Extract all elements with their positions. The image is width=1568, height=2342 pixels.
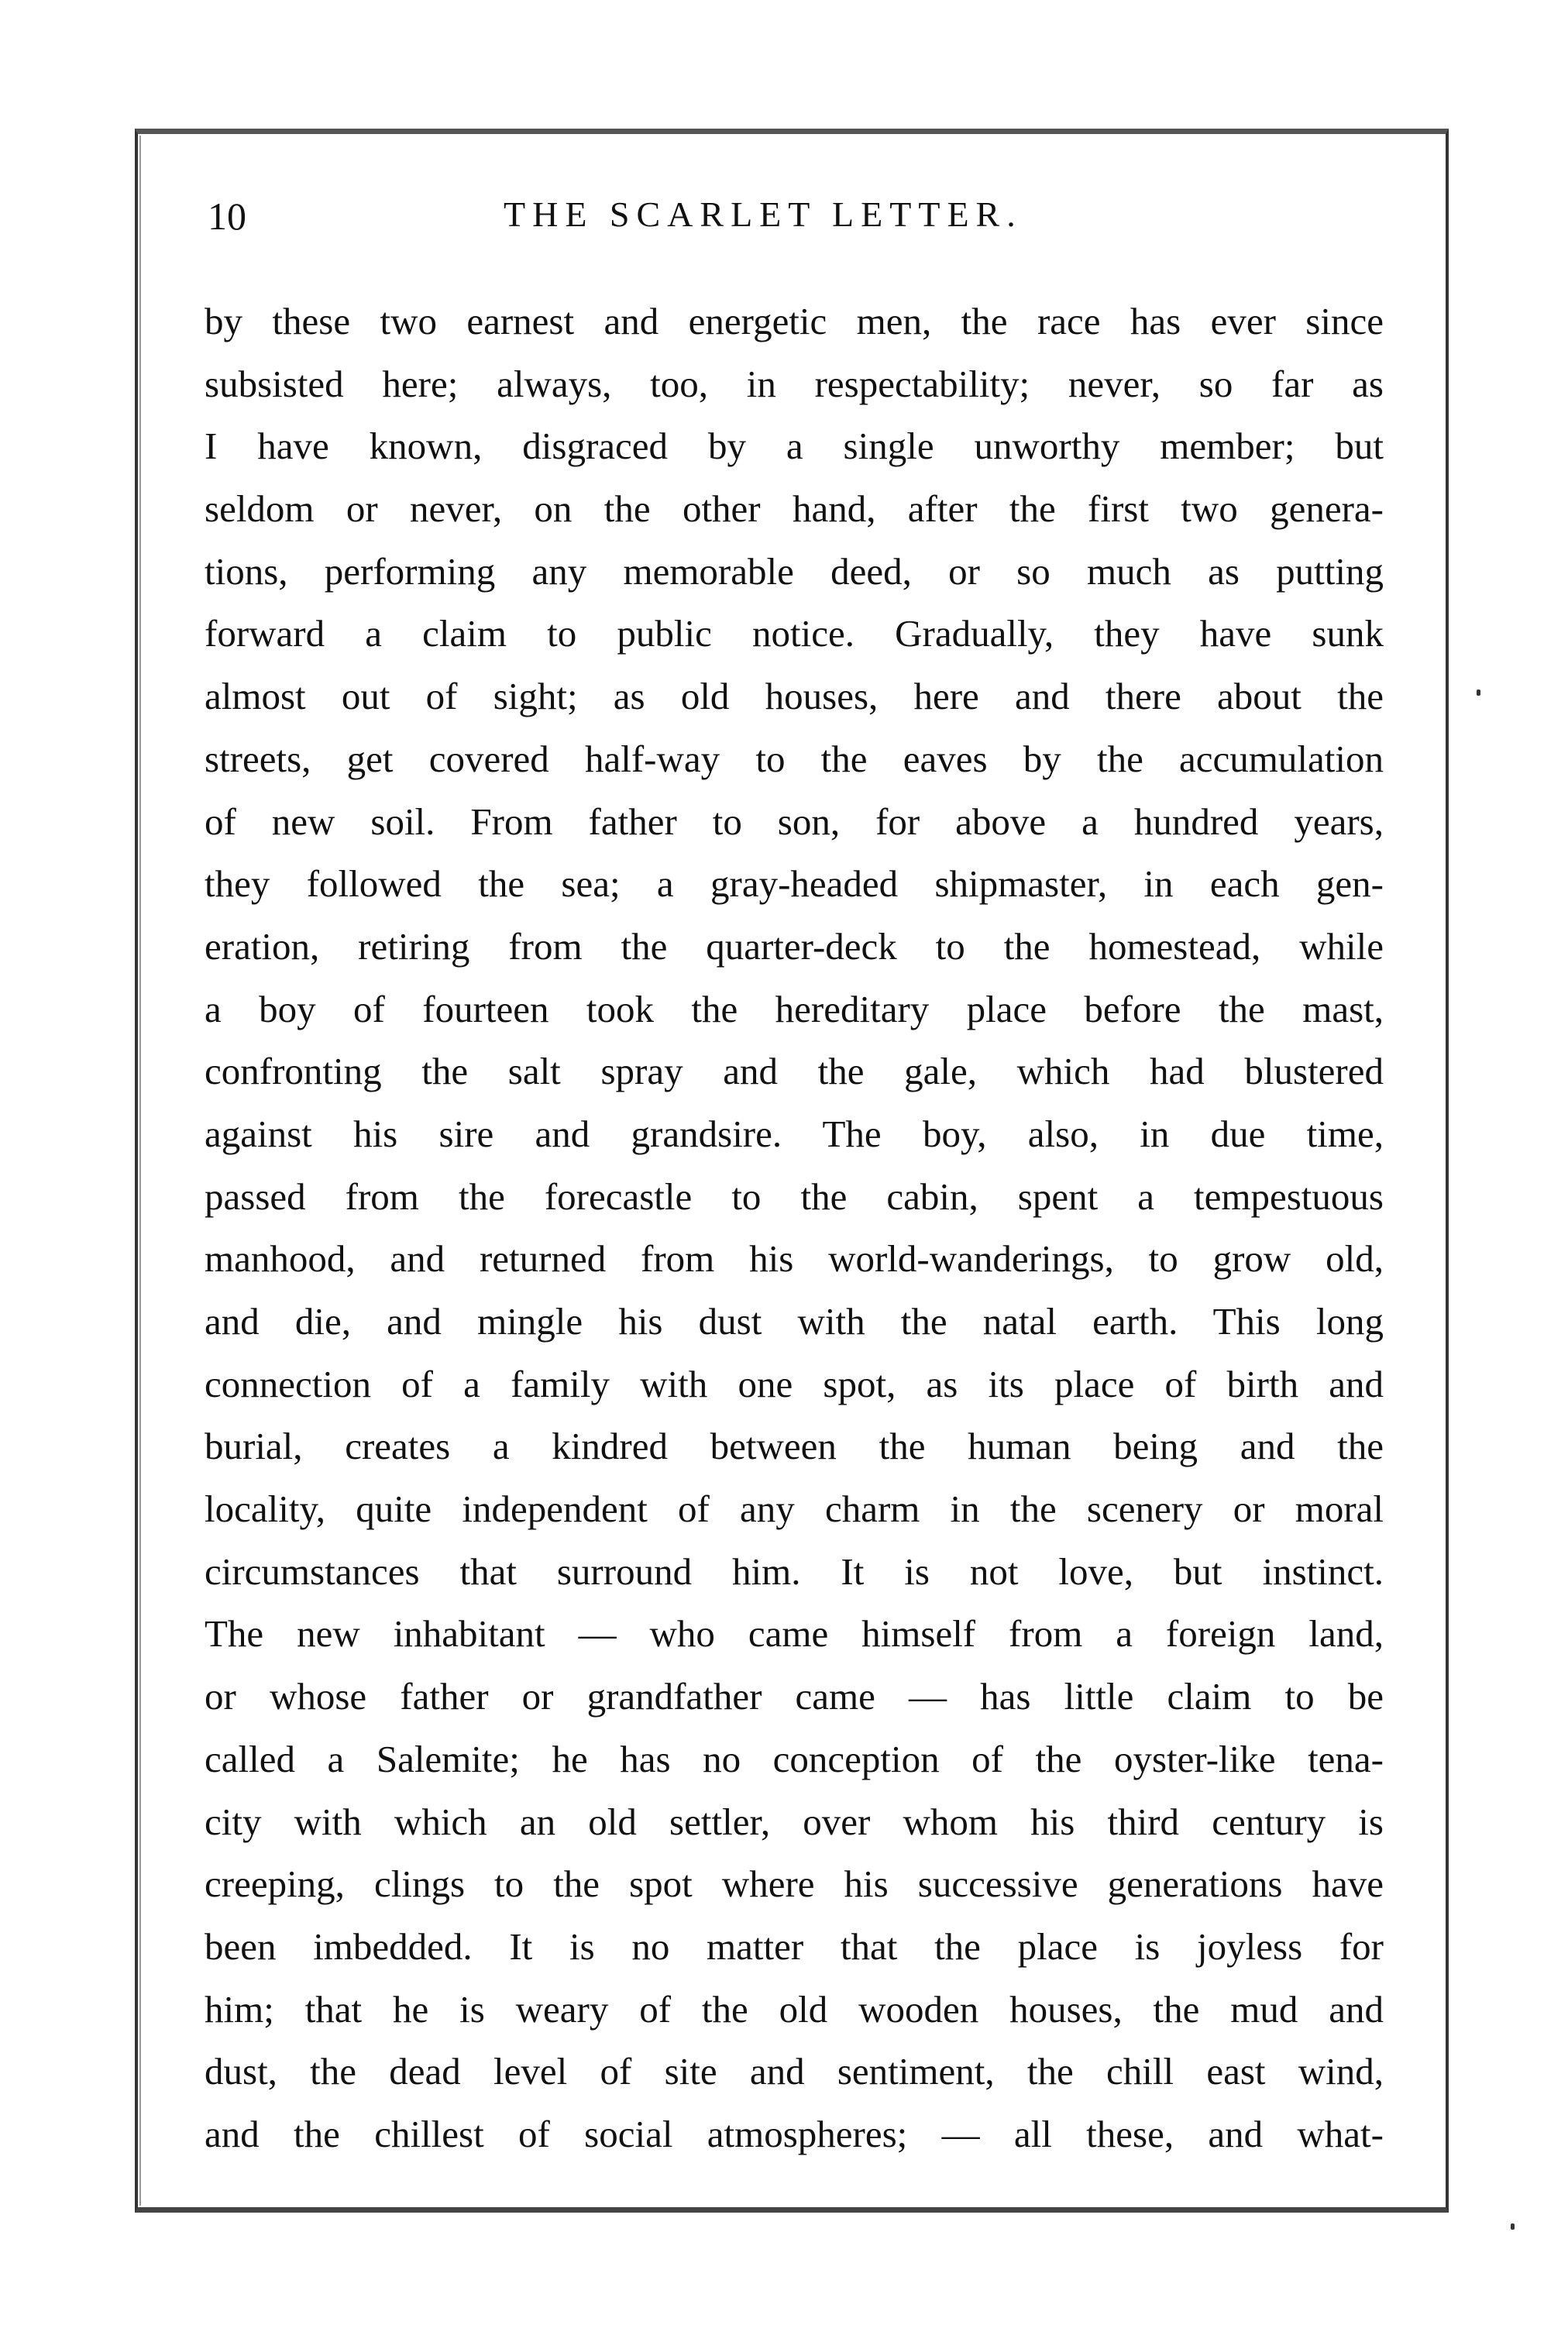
scan-speck: [1511, 2223, 1515, 2230]
text-line: a boy of fourteen took the hereditary place before the mast,: [205, 987, 1384, 1030]
text-line: called a Salemite; he has no conception of the oyster-like tena-: [205, 1737, 1384, 1780]
text-line: and die, and mingle his dust with the natal earth. This long: [205, 1300, 1384, 1343]
text-line: passed from the forecastle to the cabin, spent a tempestuous: [205, 1174, 1384, 1218]
text-line: eration, retiring from the quarter-deck to the homestead, while: [205, 924, 1384, 968]
text-line: dust, the dead level of site and sentiment, the chill east wind,: [205, 2050, 1384, 2093]
text-line: almost out of sight; as old houses, here and there about the: [205, 675, 1384, 718]
text-line: or whose father or grandfather came — has little claim to be: [205, 1675, 1384, 1718]
text-line: circumstances that surround him. It is not love, but instinct.: [205, 1549, 1384, 1593]
scan-speck: [1477, 690, 1480, 696]
text-line: connection of a family with one spot, as its place of birth and: [205, 1362, 1384, 1405]
text-line: against his sire and grandsire. The boy, also, in due time,: [205, 1112, 1384, 1155]
text-line: The new inhabitant — who came himself from a foreign land,: [205, 1612, 1384, 1656]
text-line: burial, creates a kindred between the human being and the: [205, 1425, 1384, 1468]
text-line: and the chillest of social atmospheres; — all these, and what-: [205, 2112, 1384, 2155]
text-line: they followed the sea; a gray-headed shipmaster, in each gen-: [205, 862, 1384, 906]
text-line: streets, get covered half-way to the eaves by the accumulation: [205, 737, 1384, 780]
text-line: I have known, disgraced by a single unworthy member; but: [205, 425, 1384, 468]
text-line: by these two earnest and energetic men, the race has ever since: [205, 300, 1384, 342]
text-line: of new soil. From father to son, for above a hundred years,: [205, 800, 1384, 843]
text-line: confronting the salt spray and the gale, which had blustered: [205, 1050, 1384, 1093]
text-line: seldom or never, on the other hand, after the first two genera-: [205, 487, 1384, 531]
page-number: 10: [208, 194, 246, 238]
text-line: creeping, clings to the spot where his successive generations have: [205, 1862, 1384, 1906]
text-line: locality, quite independent of any charm in the scenery or moral: [205, 1487, 1384, 1531]
text-line: been imbedded. It is no matter that the place is joyless for: [205, 1924, 1384, 1968]
text-line: subsisted here; always, too, in respectability; never, so far as: [205, 362, 1384, 405]
text-line: manhood, and returned from his world-wanderings, to grow old,: [205, 1237, 1384, 1281]
text-line: forward a claim to public notice. Gradually, they have sunk: [205, 612, 1384, 655]
text-line: tions, performing any memorable deed, or so much as putting: [205, 549, 1384, 593]
text-line: him; that he is weary of the old wooden houses, the mud and: [205, 1987, 1384, 2031]
text-line: city with which an old settler, over whom his third century is: [205, 1800, 1384, 1843]
running-title: THE SCARLET LETTER.: [504, 194, 1023, 234]
body-text: [205, 291, 1384, 2166]
